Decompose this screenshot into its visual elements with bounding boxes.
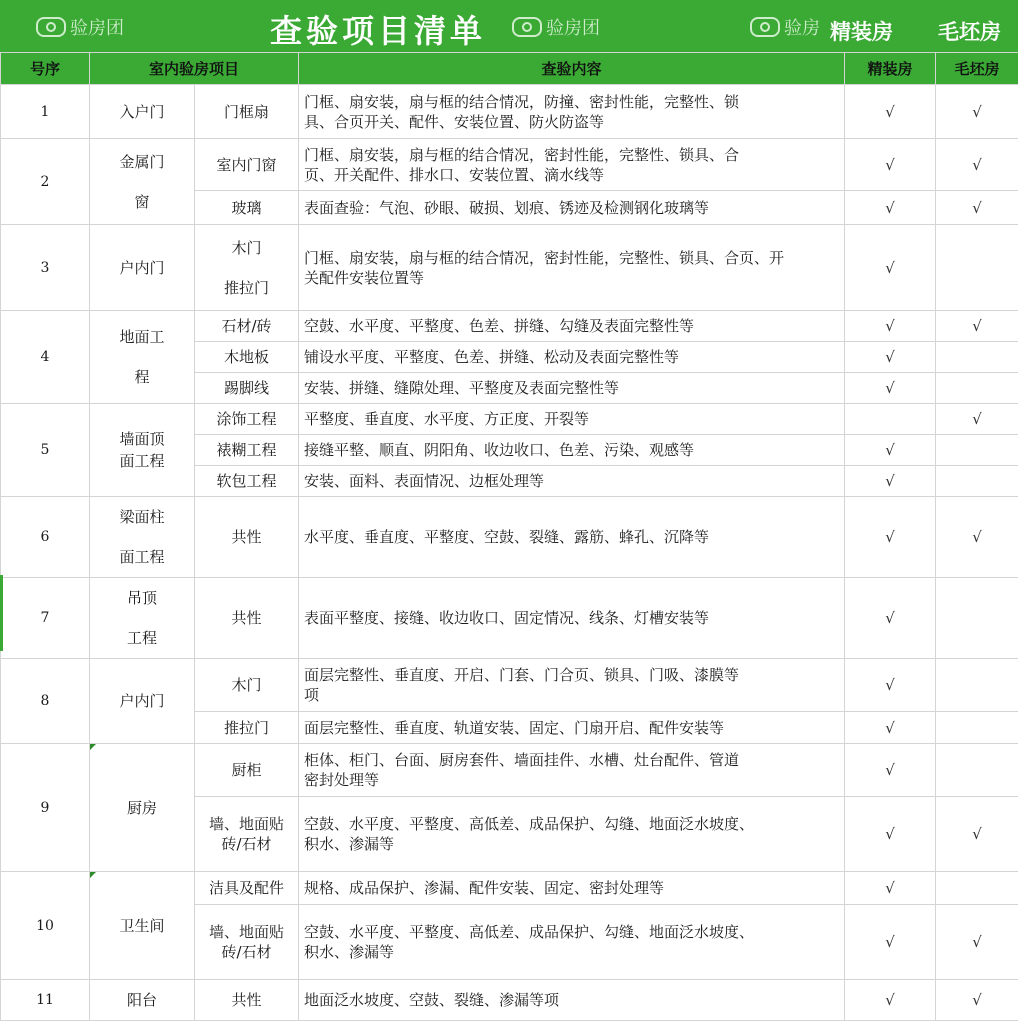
subitem-line: 共性 bbox=[195, 990, 298, 1010]
row-number: 10 bbox=[1, 872, 90, 980]
category-line: 程 bbox=[90, 357, 194, 397]
content-cell bbox=[299, 744, 845, 797]
table-row bbox=[1, 225, 1018, 311]
check-icon: √ bbox=[885, 348, 895, 366]
check-icon: √ bbox=[885, 472, 895, 490]
check-icon: √ bbox=[885, 991, 895, 1009]
category-cell bbox=[90, 225, 195, 311]
rough-check-cell bbox=[936, 712, 1018, 744]
row-number: 7 bbox=[1, 578, 90, 659]
subitem-line: 推拉门 bbox=[195, 268, 298, 308]
fine-check-cell bbox=[845, 373, 936, 404]
subitem-line: 室内门窗 bbox=[195, 155, 298, 175]
check-icon: √ bbox=[885, 609, 895, 627]
fine-check-cell bbox=[845, 905, 936, 980]
inspection-table bbox=[0, 52, 1018, 1021]
rough-check-cell bbox=[936, 85, 1018, 139]
fine-check-cell bbox=[845, 404, 936, 435]
watermark-center: 验房团 bbox=[512, 14, 600, 40]
table-row bbox=[1, 744, 1018, 797]
content-line: 具、合页开关、配件、安装位置、防火防盗等 bbox=[304, 112, 840, 132]
content-line: 安装、拼缝、缝隙处理、平整度及表面完整性等 bbox=[304, 378, 840, 398]
rough-check-cell bbox=[936, 905, 1018, 980]
rough-check-cell bbox=[936, 659, 1018, 712]
subitem-cell bbox=[195, 404, 299, 435]
check-icon: √ bbox=[885, 199, 895, 217]
subitem-line: 软包工程 bbox=[195, 471, 298, 491]
rough-check-cell bbox=[936, 139, 1018, 191]
content-line: 门框、扇安装，扇与框的结合情况，密封性能，完整性、锁具、合页、开 bbox=[304, 248, 840, 268]
subitem-line: 墙、地面贴 bbox=[195, 814, 298, 834]
category-line: 阳台 bbox=[90, 980, 194, 1020]
rough-check-cell bbox=[936, 373, 1018, 404]
check-icon: √ bbox=[885, 103, 895, 121]
subitem-line: 共性 bbox=[195, 608, 298, 628]
table-row bbox=[1, 659, 1018, 712]
category-line: 梁面柱 bbox=[90, 497, 194, 537]
title-banner bbox=[0, 0, 1018, 52]
category-cell bbox=[90, 980, 195, 1021]
subitem-cell bbox=[195, 139, 299, 191]
content-cell bbox=[299, 435, 845, 466]
content-line: 水平度、垂直度、平整度、空鼓、裂缝、露筋、蜂孔、沉降等 bbox=[304, 527, 840, 547]
category-line: 卫生间 bbox=[90, 906, 194, 946]
subitem-cell bbox=[195, 872, 299, 905]
check-icon: √ bbox=[972, 991, 982, 1009]
fine-check-cell bbox=[845, 342, 936, 373]
fine-check-cell bbox=[845, 712, 936, 744]
rough-check-cell bbox=[936, 342, 1018, 373]
content-cell bbox=[299, 797, 845, 872]
row-number: 1 bbox=[1, 85, 90, 139]
rough-check-cell bbox=[936, 435, 1018, 466]
content-line: 规格、成品保护、渗漏、配件安装、固定、密封处理等 bbox=[304, 878, 840, 898]
subitem-cell bbox=[195, 797, 299, 872]
check-icon: √ bbox=[972, 825, 982, 843]
category-line: 金属门 bbox=[90, 142, 194, 182]
subitem-line: 裱糊工程 bbox=[195, 440, 298, 460]
content-cell bbox=[299, 905, 845, 980]
content-cell bbox=[299, 980, 845, 1021]
content-cell bbox=[299, 311, 845, 342]
content-cell bbox=[299, 872, 845, 905]
subitem-line: 砖/石材 bbox=[195, 942, 298, 962]
content-line: 接缝平整、顺直、阴阳角、收边收口、色差、污染、观感等 bbox=[304, 440, 840, 460]
check-icon: √ bbox=[885, 761, 895, 779]
check-icon: √ bbox=[885, 317, 895, 335]
row-number: 5 bbox=[1, 404, 90, 497]
fine-check-cell bbox=[845, 980, 936, 1021]
row-number: 4 bbox=[1, 311, 90, 404]
check-icon: √ bbox=[885, 379, 895, 397]
check-icon: √ bbox=[885, 676, 895, 694]
category-line: 入户门 bbox=[90, 92, 194, 132]
fine-check-cell bbox=[845, 497, 936, 578]
check-icon: √ bbox=[885, 879, 895, 897]
subitem-line: 木门 bbox=[195, 228, 298, 268]
fine-check-cell bbox=[845, 797, 936, 872]
check-icon: √ bbox=[885, 719, 895, 737]
category-line: 工程 bbox=[90, 618, 194, 658]
fine-check-cell bbox=[845, 191, 936, 225]
subitem-cell bbox=[195, 578, 299, 659]
content-line: 空鼓、水平度、平整度、高低差、成品保护、勾缝、地面泛水坡度、 bbox=[304, 922, 840, 942]
fine-check-cell bbox=[845, 85, 936, 139]
category-line: 地面工 bbox=[90, 317, 194, 357]
content-line: 铺设水平度、平整度、色差、拼缝、松动及表面完整性等 bbox=[304, 347, 840, 367]
category-line: 面工程 bbox=[90, 537, 194, 577]
content-cell bbox=[299, 712, 845, 744]
rough-check-cell bbox=[936, 872, 1018, 905]
left-accent-strip bbox=[0, 575, 3, 651]
table-row bbox=[1, 578, 1018, 659]
page-title: 查验项目清单 bbox=[270, 6, 486, 52]
header-project: 室内验房项目 bbox=[90, 53, 299, 85]
category-line: 窗 bbox=[90, 182, 194, 222]
category-cell bbox=[90, 404, 195, 497]
subitem-line: 涂饰工程 bbox=[195, 409, 298, 429]
category-cell bbox=[90, 311, 195, 404]
category-cell bbox=[90, 85, 195, 139]
rough-check-cell bbox=[936, 191, 1018, 225]
check-icon: √ bbox=[972, 528, 982, 546]
subitem-cell bbox=[195, 744, 299, 797]
banner-label-fine: 精装房 bbox=[830, 16, 893, 46]
header-fine: 精装房 bbox=[845, 53, 936, 85]
subitem-line: 踢脚线 bbox=[195, 378, 298, 398]
watermark-left: 验房团 bbox=[36, 14, 124, 40]
content-cell bbox=[299, 225, 845, 311]
subitem-line: 洁具及配件 bbox=[195, 878, 298, 898]
check-icon: √ bbox=[972, 410, 982, 428]
fine-check-cell bbox=[845, 578, 936, 659]
content-cell bbox=[299, 139, 845, 191]
category-line: 厨房 bbox=[90, 788, 194, 828]
table-row bbox=[1, 404, 1018, 435]
category-line: 户内门 bbox=[90, 248, 194, 288]
content-cell bbox=[299, 659, 845, 712]
content-line: 表面查验：气泡、砂眼、破损、划痕、锈迹及检测钢化玻璃等 bbox=[304, 198, 840, 218]
subitem-cell bbox=[195, 905, 299, 980]
header-content: 查验内容 bbox=[299, 53, 845, 85]
subitem-cell bbox=[195, 342, 299, 373]
subitem-cell bbox=[195, 373, 299, 404]
row-number: 9 bbox=[1, 744, 90, 872]
content-line: 积水、渗漏等 bbox=[304, 834, 840, 854]
category-cell bbox=[90, 578, 195, 659]
check-icon: √ bbox=[885, 528, 895, 546]
rough-check-cell bbox=[936, 578, 1018, 659]
subitem-line: 门框扇 bbox=[195, 102, 298, 122]
category-cell bbox=[90, 139, 195, 225]
camera-icon bbox=[36, 17, 66, 37]
content-line: 安装、面料、表面情况、边框处理等 bbox=[304, 471, 840, 491]
content-line: 空鼓、水平度、平整度、色差、拼缝、勾缝及表面完整性等 bbox=[304, 316, 840, 336]
table-row bbox=[1, 872, 1018, 905]
content-line: 表面平整度、接缝、收边收口、固定情况、线条、灯槽安装等 bbox=[304, 608, 840, 628]
fine-check-cell bbox=[845, 435, 936, 466]
check-icon: √ bbox=[972, 156, 982, 174]
subitem-cell bbox=[195, 466, 299, 497]
rough-check-cell bbox=[936, 980, 1018, 1021]
check-icon: √ bbox=[972, 933, 982, 951]
category-line: 面工程 bbox=[90, 450, 194, 472]
subitem-line: 木门 bbox=[195, 675, 298, 695]
subitem-cell bbox=[195, 435, 299, 466]
category-line: 户内门 bbox=[90, 681, 194, 721]
category-line: 吊顶 bbox=[90, 578, 194, 618]
category-cell bbox=[90, 497, 195, 578]
subitem-line: 共性 bbox=[195, 527, 298, 547]
header-rough: 毛坯房 bbox=[936, 53, 1018, 85]
subitem-line: 玻璃 bbox=[195, 198, 298, 218]
row-number: 6 bbox=[1, 497, 90, 578]
content-cell bbox=[299, 404, 845, 435]
subitem-cell bbox=[195, 311, 299, 342]
content-line: 面层完整性、垂直度、开启、门套、门合页、锁具、门吸、漆膜等 bbox=[304, 665, 840, 685]
subitem-cell bbox=[195, 712, 299, 744]
subitem-cell bbox=[195, 980, 299, 1021]
table-row bbox=[1, 85, 1018, 139]
subitem-cell bbox=[195, 191, 299, 225]
content-line: 页、开关配件、排水口、安装位置、滴水线等 bbox=[304, 165, 840, 185]
category-cell bbox=[90, 872, 195, 980]
fine-check-cell bbox=[845, 872, 936, 905]
row-number: 8 bbox=[1, 659, 90, 744]
content-line: 积水、渗漏等 bbox=[304, 942, 840, 962]
camera-icon bbox=[750, 17, 780, 37]
content-cell bbox=[299, 191, 845, 225]
fine-check-cell bbox=[845, 311, 936, 342]
rough-check-cell bbox=[936, 311, 1018, 342]
content-line: 空鼓、水平度、平整度、高低差、成品保护、勾缝、地面泛水坡度、 bbox=[304, 814, 840, 834]
subitem-cell bbox=[195, 85, 299, 139]
row-number: 2 bbox=[1, 139, 90, 225]
row-number: 11 bbox=[1, 980, 90, 1021]
fine-check-cell bbox=[845, 659, 936, 712]
category-line: 墙面顶 bbox=[90, 428, 194, 450]
content-line: 面层完整性、垂直度、轨道安装、固定、门扇开启、配件安装等 bbox=[304, 718, 840, 738]
rough-check-cell bbox=[936, 225, 1018, 311]
category-cell bbox=[90, 744, 195, 872]
rough-check-cell bbox=[936, 497, 1018, 578]
content-cell bbox=[299, 342, 845, 373]
check-icon: √ bbox=[885, 259, 895, 277]
header-no: 号序 bbox=[1, 53, 90, 85]
rough-check-cell bbox=[936, 466, 1018, 497]
rough-check-cell bbox=[936, 744, 1018, 797]
content-cell bbox=[299, 466, 845, 497]
table-header-row bbox=[1, 53, 1018, 85]
check-icon: √ bbox=[972, 199, 982, 217]
content-line: 柜体、柜门、台面、厨房套件、墙面挂件、水槽、灶台配件、管道 bbox=[304, 750, 840, 770]
table-row bbox=[1, 980, 1018, 1021]
check-icon: √ bbox=[972, 103, 982, 121]
content-cell bbox=[299, 373, 845, 404]
content-cell bbox=[299, 497, 845, 578]
subitem-line: 木地板 bbox=[195, 347, 298, 367]
category-cell bbox=[90, 659, 195, 744]
content-cell bbox=[299, 578, 845, 659]
content-line: 平整度、垂直度、水平度、方正度、开裂等 bbox=[304, 409, 840, 429]
fine-check-cell bbox=[845, 744, 936, 797]
rough-check-cell bbox=[936, 404, 1018, 435]
subitem-line: 墙、地面贴 bbox=[195, 922, 298, 942]
content-line: 项 bbox=[304, 685, 840, 705]
check-icon: √ bbox=[885, 825, 895, 843]
subitem-cell bbox=[195, 225, 299, 311]
watermark-right: 验房 bbox=[750, 14, 820, 40]
content-cell bbox=[299, 85, 845, 139]
table-row bbox=[1, 497, 1018, 578]
subitem-cell bbox=[195, 659, 299, 712]
content-line: 门框、扇安装，扇与框的结合情况，密封性能，完整性、锁具、合 bbox=[304, 145, 840, 165]
table-row bbox=[1, 311, 1018, 342]
content-line: 密封处理等 bbox=[304, 770, 840, 790]
check-icon: √ bbox=[885, 156, 895, 174]
check-icon: √ bbox=[885, 933, 895, 951]
fine-check-cell bbox=[845, 225, 936, 311]
table-row bbox=[1, 139, 1018, 191]
banner-label-rough: 毛坯房 bbox=[938, 16, 1001, 46]
check-icon: √ bbox=[972, 317, 982, 335]
camera-icon bbox=[512, 17, 542, 37]
subitem-cell bbox=[195, 497, 299, 578]
fine-check-cell bbox=[845, 139, 936, 191]
subitem-line: 厨柜 bbox=[195, 760, 298, 780]
check-icon: √ bbox=[885, 441, 895, 459]
rough-check-cell bbox=[936, 797, 1018, 872]
subitem-line: 砖/石材 bbox=[195, 834, 298, 854]
row-number: 3 bbox=[1, 225, 90, 311]
content-line: 关配件安装位置等 bbox=[304, 268, 840, 288]
content-line: 门框、扇安装，扇与框的结合情况，防撞、密封性能，完整性、锁 bbox=[304, 92, 840, 112]
subitem-line: 石材/砖 bbox=[195, 316, 298, 336]
fine-check-cell bbox=[845, 466, 936, 497]
content-line: 地面泛水坡度、空鼓、裂缝、渗漏等项 bbox=[304, 990, 840, 1010]
subitem-line: 推拉门 bbox=[195, 718, 298, 738]
